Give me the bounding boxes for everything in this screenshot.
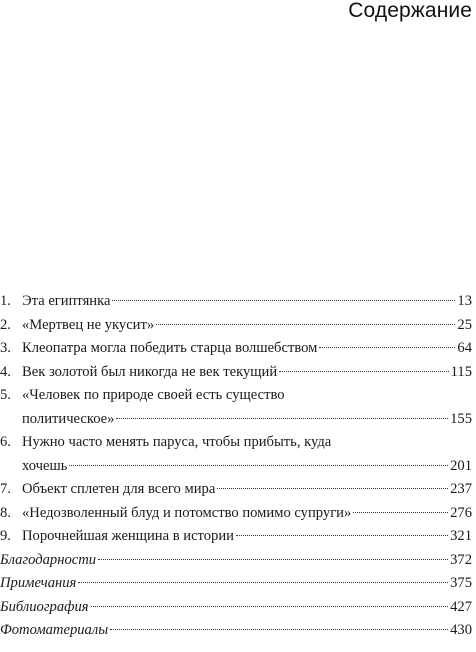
dot-leader: [319, 347, 455, 348]
section-title: Благодарности: [0, 551, 97, 568]
chapter-title: «Недозволенный блуд и потомство помимо супруги»: [22, 504, 352, 521]
page-number: 372: [450, 551, 472, 568]
chapter-number: 8.: [0, 504, 11, 521]
toc-entry-photos[interactable]: [0, 619, 472, 643]
chapter-number: 7.: [0, 481, 11, 497]
page-number: 427: [450, 598, 472, 615]
toc-entry-8[interactable]: [0, 502, 472, 526]
dot-leader: [78, 582, 448, 583]
page-number: 201: [450, 457, 472, 474]
chapter-title: Клеопатра могла победить старца волшебством: [22, 340, 318, 356]
toc-entry-9[interactable]: [0, 525, 472, 549]
page-number: 115: [450, 363, 472, 380]
dot-leader: [69, 465, 448, 466]
dot-leader: [116, 418, 448, 419]
toc-entry-7[interactable]: [0, 478, 472, 502]
toc-entry-1[interactable]: [0, 290, 472, 314]
dot-leader: [112, 300, 455, 301]
toc-entry-acknowledgements[interactable]: [0, 549, 472, 573]
toc-entry-notes[interactable]: [0, 572, 472, 596]
page-number: 321: [450, 528, 472, 544]
dot-leader: [217, 488, 448, 489]
dot-leader: [353, 512, 448, 513]
section-title: Примечания: [0, 575, 77, 591]
dot-leader: [156, 324, 455, 325]
section-title: Фотоматериалы: [0, 622, 109, 638]
dot-leader: [98, 559, 448, 560]
toc-entry-2[interactable]: [0, 314, 472, 338]
toc-entry-3[interactable]: [0, 337, 472, 361]
page-number: 155: [450, 410, 472, 427]
page-number: 375: [450, 575, 472, 591]
dot-leader: [110, 629, 448, 630]
chapter-number: 4.: [0, 363, 11, 380]
page-number: 13: [457, 293, 472, 309]
page-number: 237: [450, 481, 472, 497]
chapter-title: «Мертвец не укусит»: [22, 316, 155, 333]
chapter-number: 1.: [0, 293, 11, 309]
chapter-number: 2.: [0, 316, 11, 333]
page-number: 25: [457, 316, 472, 333]
chapter-title: Век золотой был никогда не век текущий: [22, 363, 278, 380]
dot-leader: [279, 371, 448, 372]
page-number: 276: [450, 504, 472, 521]
chapter-number: 9.: [0, 528, 11, 544]
chapter-title-continued: хочешь: [22, 457, 68, 474]
chapter-title: Порочнейшая женщина в истории: [22, 528, 234, 544]
page-title: Содержание: [348, 0, 472, 22]
table-of-contents: [0, 290, 472, 643]
dot-leader: [236, 535, 448, 536]
toc-entry-4[interactable]: [0, 361, 472, 385]
chapter-number: 5.: [0, 387, 11, 403]
page-number: 430: [450, 622, 472, 638]
section-title: Библиография: [0, 598, 89, 615]
toc-entry-5[interactable]: [0, 384, 472, 431]
chapter-title: Объект сплетен для всего мира: [22, 481, 216, 497]
chapter-title: «Человек по природе своей есть существо: [22, 387, 285, 403]
chapter-number: 6.: [0, 434, 11, 450]
chapter-title: Нужно часто менять паруса, чтобы прибыть, куда: [22, 434, 332, 450]
dot-leader: [91, 606, 449, 607]
toc-entry-6[interactable]: [0, 431, 472, 478]
chapter-title-continued: политическое»: [22, 410, 115, 427]
page-number: 64: [457, 340, 472, 356]
chapter-number: 3.: [0, 340, 11, 356]
toc-entry-bibliography[interactable]: [0, 596, 472, 620]
chapter-title: Эта египтянка: [22, 293, 111, 309]
